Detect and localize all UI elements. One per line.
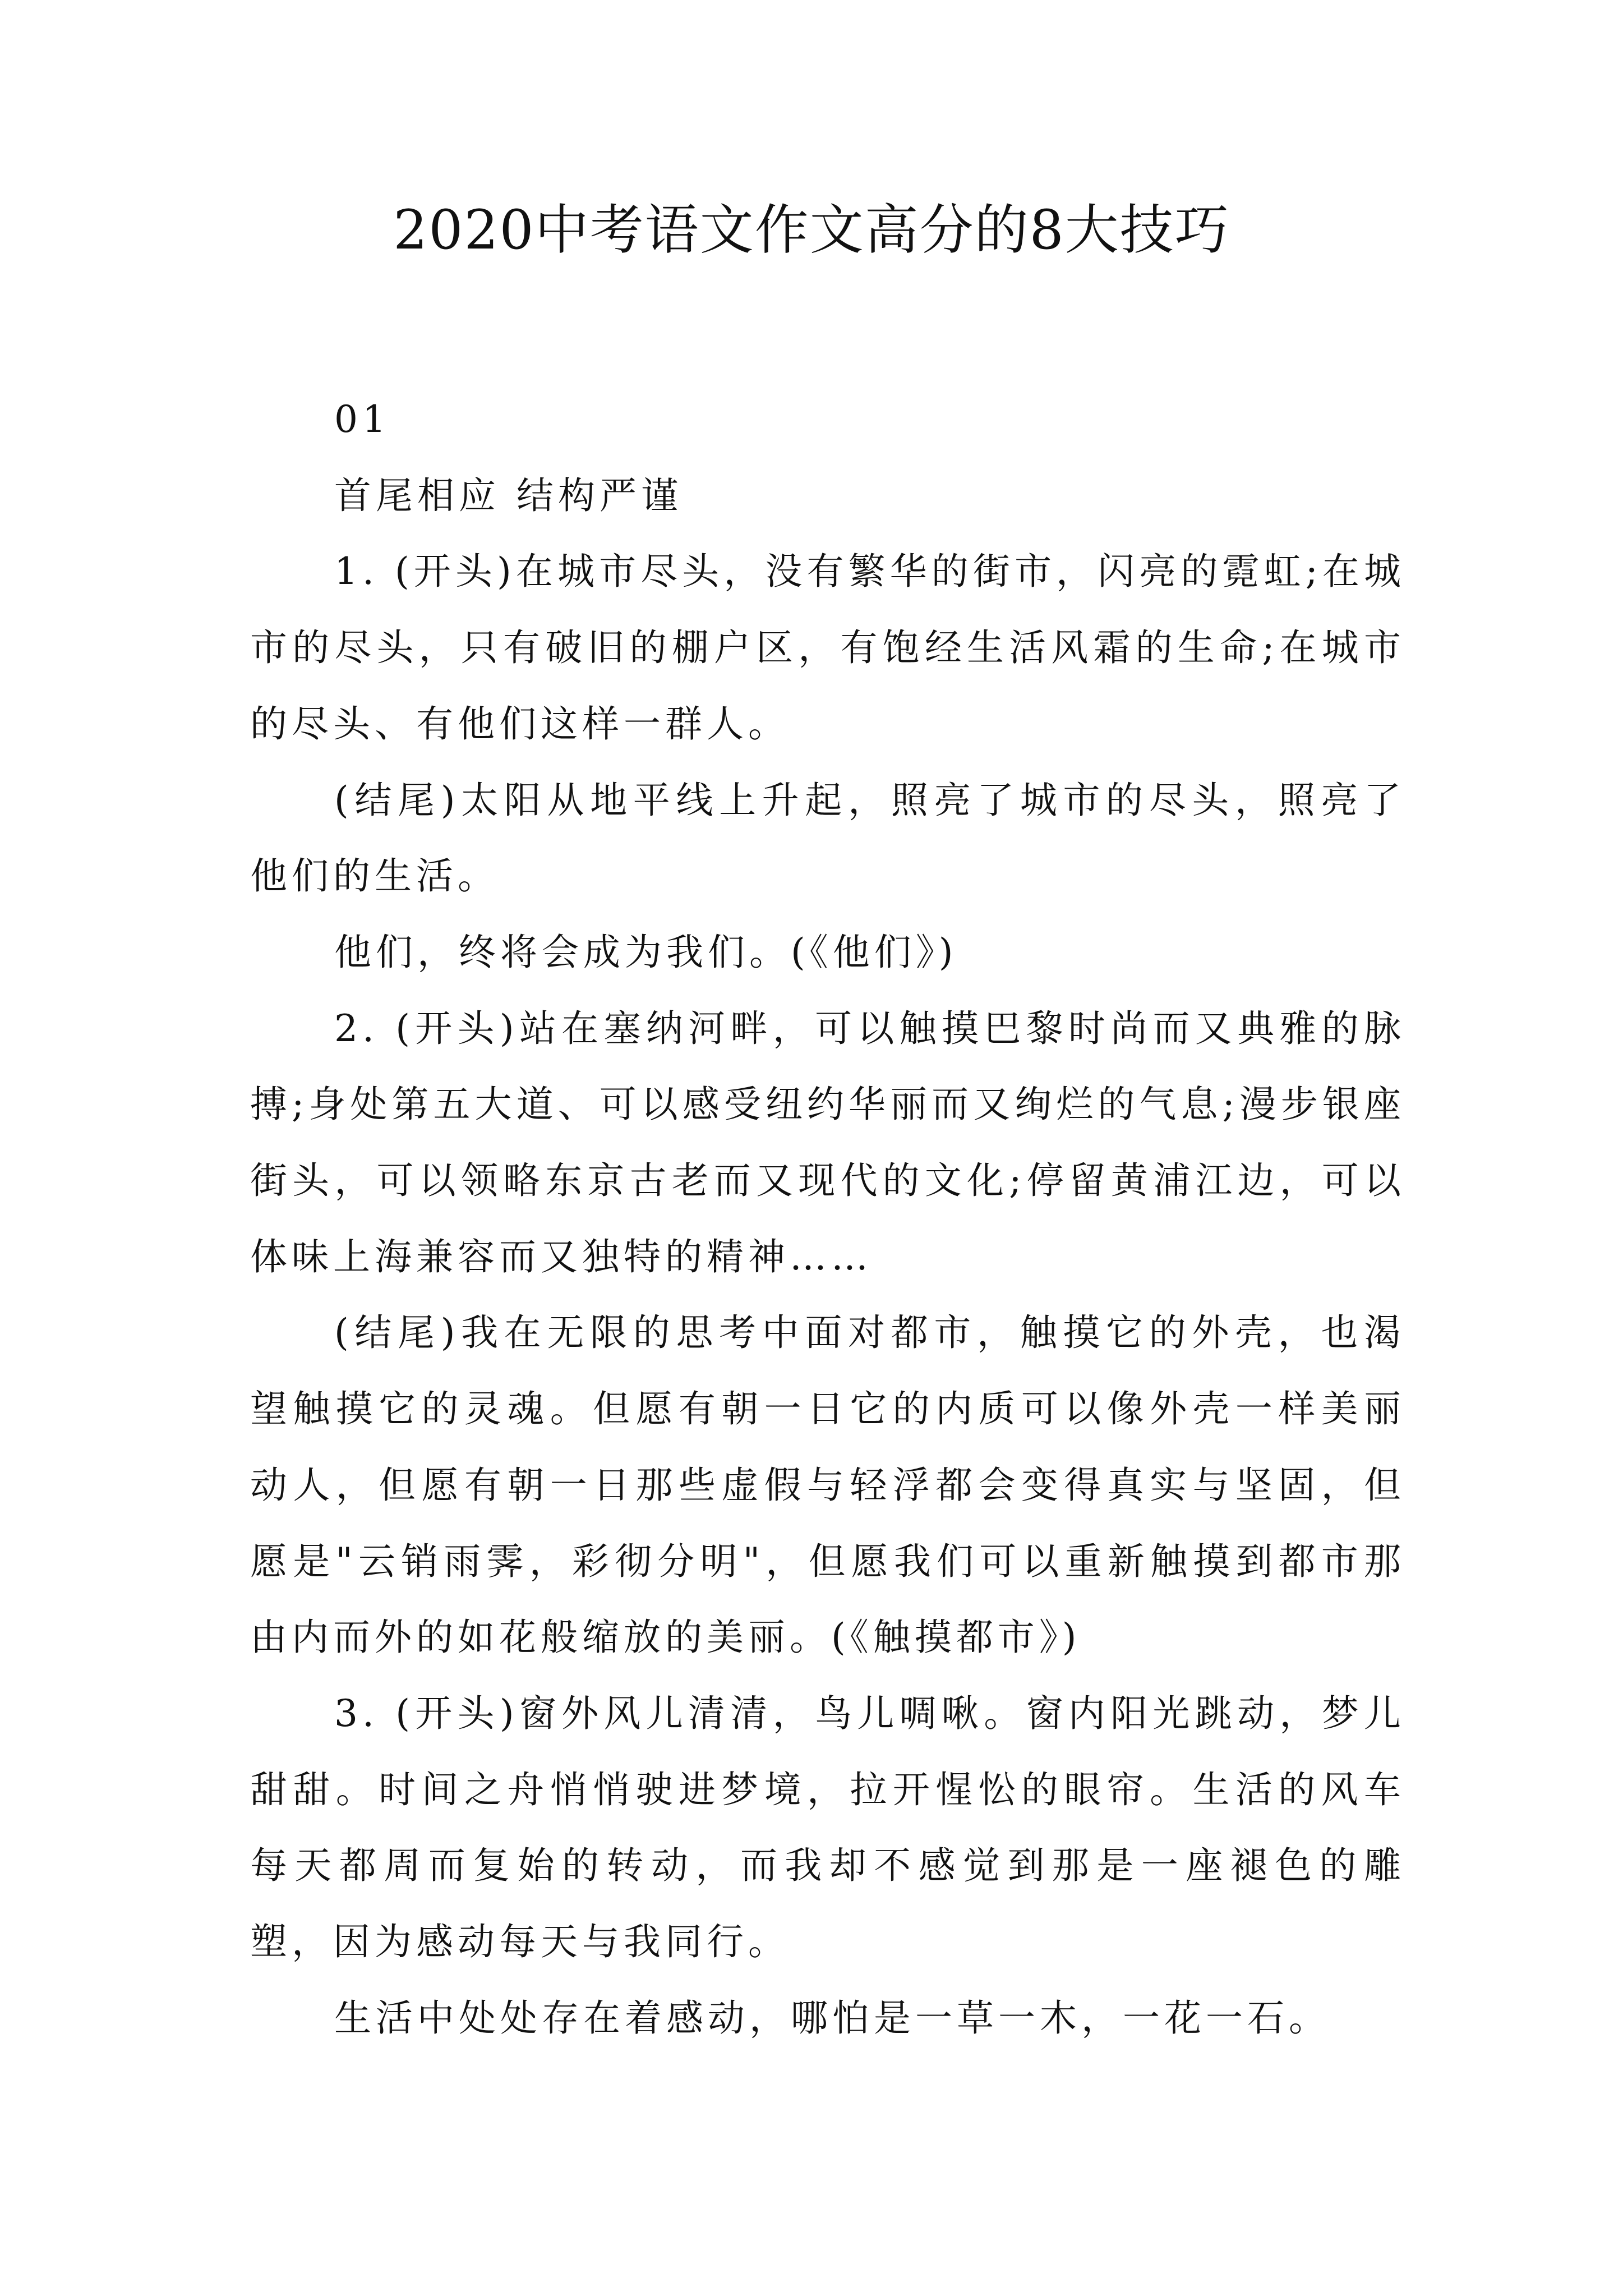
paragraph-example-1-opening: 1. (开头)在城市尽头，没有繁华的街市，闪亮的霓虹;在城市的尽头，只有破旧的棚户区，有饱经生活风霜的生命;在城市的尽头、有他们这样一群人。	[250, 550, 1405, 746]
paragraph-example-2-opening: 2. (开头)站在塞纳河畔，可以触摸巴黎时尚而又典雅的脉搏;身处第五大道、可以感受纽约华丽而又绚烂的气息;漫步银座街头，可以领略东京古老而又现代的文化;停留黄浦江边，可以体味上海兼容而又独特的精神……	[250, 1006, 1405, 1278]
section-heading: 首尾相应 结构严谨	[334, 473, 683, 517]
paragraph-example-3-opening: 3. (开头)窗外风儿清清，鸟儿啁啾。窗内阳光跳动，梦儿甜甜。时间之舟悄悄驶进梦境，拉开惺忪的眼帘。生活的风车每天都周而复始的转动，而我却不感觉到那是一座褪色的雕塑，因为感动每天与我同行。	[250, 1691, 1405, 1964]
document-title: 2020中考语文作文高分的8大技巧	[393, 199, 1230, 261]
section-number: 01	[334, 398, 390, 441]
paragraph-example-1-ending: (结尾)太阳从地平线上升起，照亮了城市的尽头，照亮了他们的生活。	[250, 778, 1405, 898]
document-body	[250, 381, 1405, 2056]
paragraph-example-3-continuation: 生活中处处存在着感动，哪怕是一草一木，一花一石。	[334, 1996, 1330, 2040]
paragraph-example-2-ending: (结尾)我在无限的思考中面对都市，触摸它的外壳，也渴望触摸它的灵魂。但愿有朝一日它的内质可以像外壳一样美丽动人，但愿有朝一日那些虚假与轻浮都会变得真实与坚固，但愿是"云销雨霁，彩彻分明"，但愿我们可以重新触摸到都市那由内而外的如花般缩放的美丽。(《触摸都市》)	[250, 1311, 1405, 1659]
paragraph-example-1-source: 他们，终将会成为我们。(《他们》)	[334, 930, 958, 974]
